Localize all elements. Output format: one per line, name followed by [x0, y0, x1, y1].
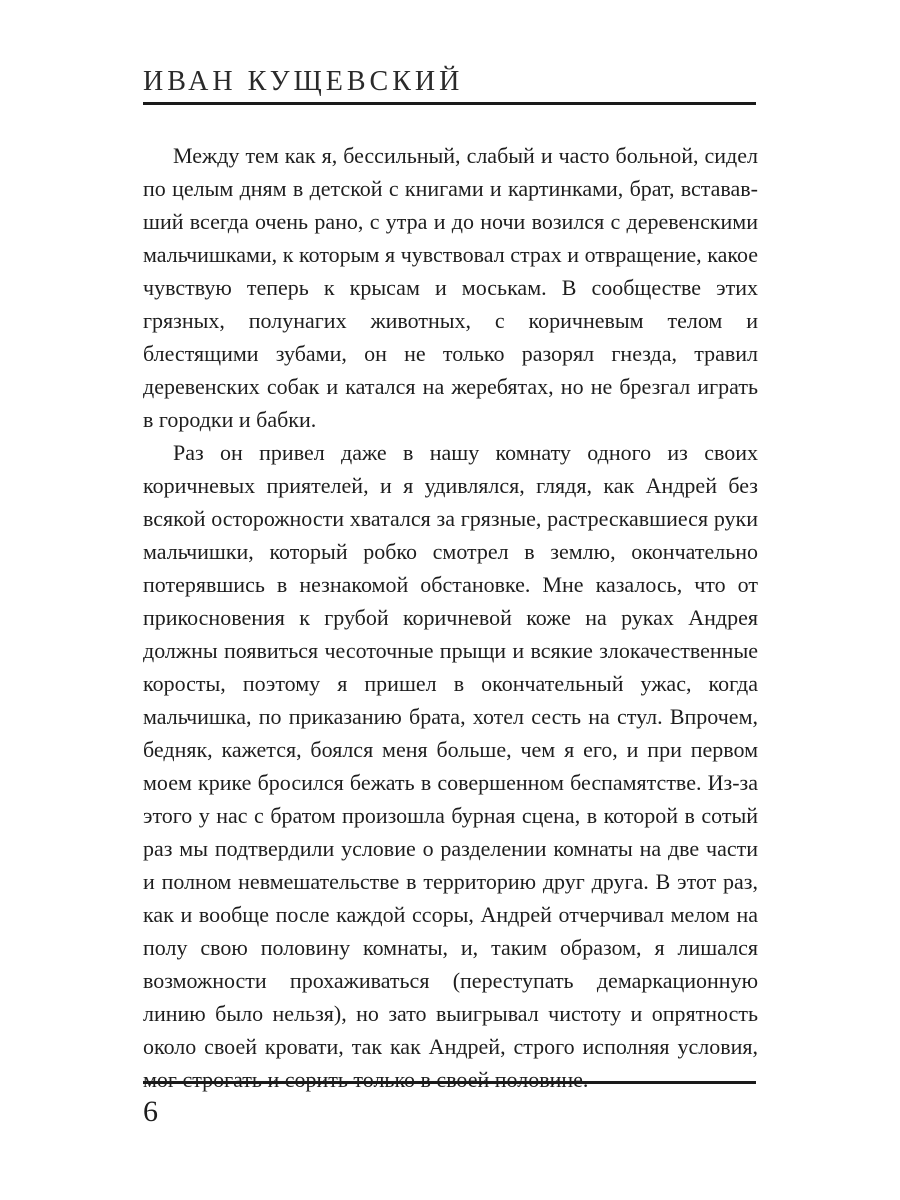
body-text: [143, 139, 758, 1096]
page-number: 6: [143, 1095, 158, 1128]
header-rule: [143, 102, 756, 105]
footer-rule: [143, 1081, 756, 1084]
running-head-author: ИВАН КУЩЕВСКИЙ: [143, 66, 464, 97]
paragraph-2: Раз он привел даже в нашу комнату одного из своих коричневых приятелей, и я удивлялся, глядя, как Андрей без всякой осторожности хватался за грязные, растрескавшиеся руки мальчишки, который робко смотрел в землю, окончательно потерявшись в незнакомой обстановке. Мне казалось, что от прикосновения к грубой коричневой коже на руках Андрея должны появиться чесоточные прыщи и всякие злокачественные коросты, поэтому я пришел в окончательный ужас, когда мальчишка, по приказанию брата, хотел сесть на стул. Впрочем, бедняк, кажется, боялся меня больше, чем я его, и при первом моем крике бросился бежать в совершенном беспамятстве. Из-за этого у нас с братом произошла бурная сцена, в которой в сотый раз мы подтвердили условие о разделении комнаты на две части и полном невмешательстве в территорию друг друга. В этот раз, как и вообще после каждой ссоры, Андрей отчерчивал мелом на полу свою половину комнаты, и, таким образом, я лишался возможности прохаживаться (переступать демаркационную линию было нельзя), но зато выигрывал чистоту и опрятность около своей кровати, так как Андрей, строго исполняя условия, мог строгать и сорить только в своей половине.: [143, 440, 758, 1092]
paragraph-1: Между тем как я, бессильный, слабый и часто больной, сидел по целым дням в детской с книгами и картинками, брат, встававший всегда очень рано, с утра и до ночи возился с деревенскими мальчишками, к которым я чувствовал страх и отвращение, какое чувствую теперь к крысам и моськам. В сообществе этих грязных, полунагих животных, с коричневым телом и блестящими зубами, он не только разорял гнезда, травил деревенских собак и катался на жеребятах, но не брезгал играть в городки и бабки.: [143, 143, 758, 432]
